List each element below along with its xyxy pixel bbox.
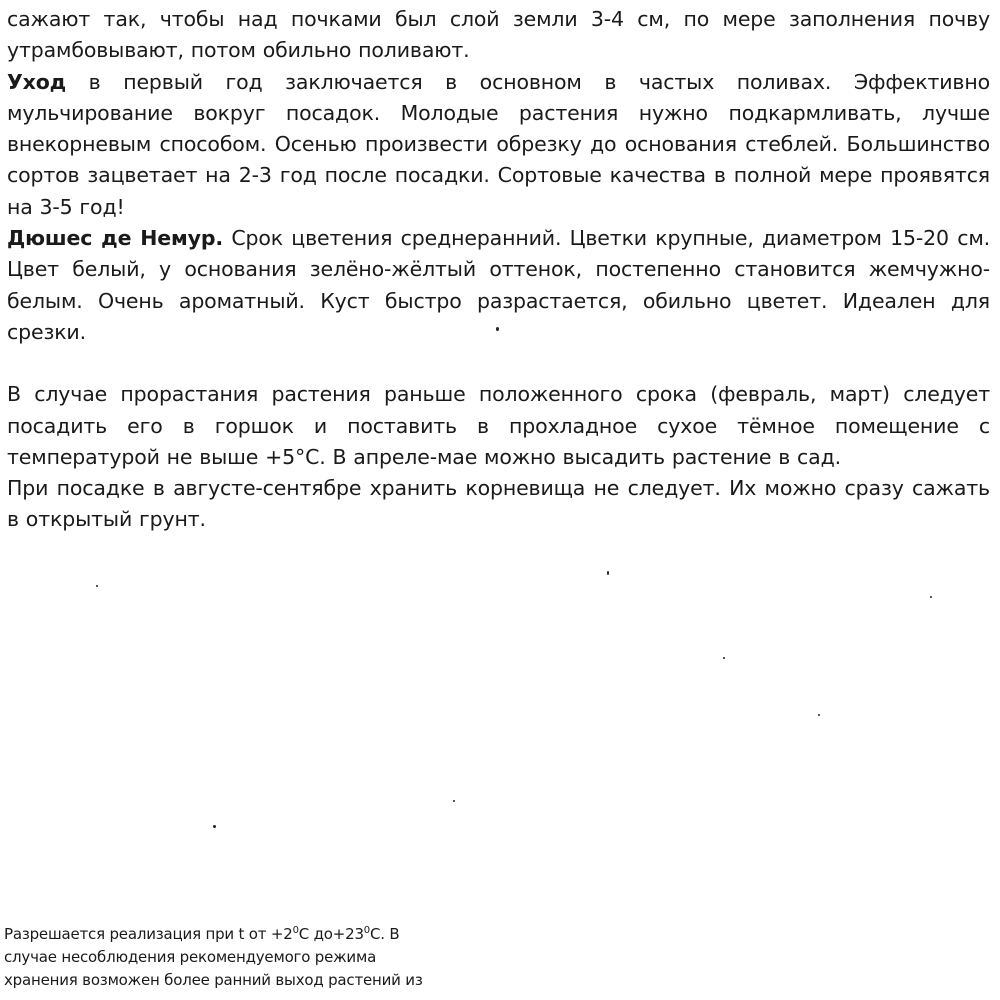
scan-speck bbox=[496, 327, 499, 331]
scan-speck bbox=[930, 596, 932, 598]
paragraph-care bbox=[7, 67, 990, 223]
scan-speck bbox=[96, 585, 98, 587]
paragraph-planting: сажают так, чтобы над почками был слой земли 3-4 см, по мере заполнения почву утрамбовывают, потом обильно поливают. bbox=[7, 7, 990, 63]
instructions-text bbox=[7, 4, 990, 536]
storage-note-line-3: хранения возможен более ранний выход растений из bbox=[4, 971, 423, 989]
scan-speck bbox=[213, 825, 216, 828]
variety-name: Дюшес де Немур. bbox=[7, 226, 224, 251]
scan-speck bbox=[723, 657, 725, 659]
paragraph-autumn-planting: При посадке в августе-сентябре хранить корневища не следует. Их можно сразу сажать в открытый грунт. bbox=[7, 476, 990, 532]
storage-note bbox=[4, 923, 474, 992]
care-heading: Уход bbox=[7, 69, 67, 94]
storage-note-line-2: случае несоблюдения рекомендуемого режима bbox=[4, 948, 377, 966]
care-text: в первый год заключается в основном в частых поливах. Эффективно мульчирование вокруг посадок. Молодые растения нужно подкармливать, лучше внекорневым способом. Осенью произвести обрезку до основания стеблей. Большинство сортов зацветает на 2-3 год после посадки. Сортовые качества в полной мере проявятся на 3-5 год! bbox=[7, 69, 990, 219]
variety-description: Срок цветения среднеранний. Цветки крупные, диаметром 15-20 см. Цвет белый, у основания зелёно-жёлтый оттенок, постепенно становится жемчужно-белым. Очень ароматный. Куст быстро разрастается, обильно цветет. Идеален для срезки. bbox=[7, 226, 990, 344]
scan-speck bbox=[453, 800, 455, 802]
paragraph-early-sprouting: В случае прорастания растения раньше положенного срока (февраль, март) следует посадить его в горшок и поставить в прохладное сухое тёмное помещение с температурой не выше +5°С. В апреле-мае можно высадить растение в сад. bbox=[7, 382, 990, 469]
scan-speck bbox=[818, 714, 820, 716]
scan-speck bbox=[607, 571, 609, 575]
storage-note-line-1: Разрешается реализация при t от $+2^0С$ $до+23^0С$. В bbox=[4, 925, 400, 943]
